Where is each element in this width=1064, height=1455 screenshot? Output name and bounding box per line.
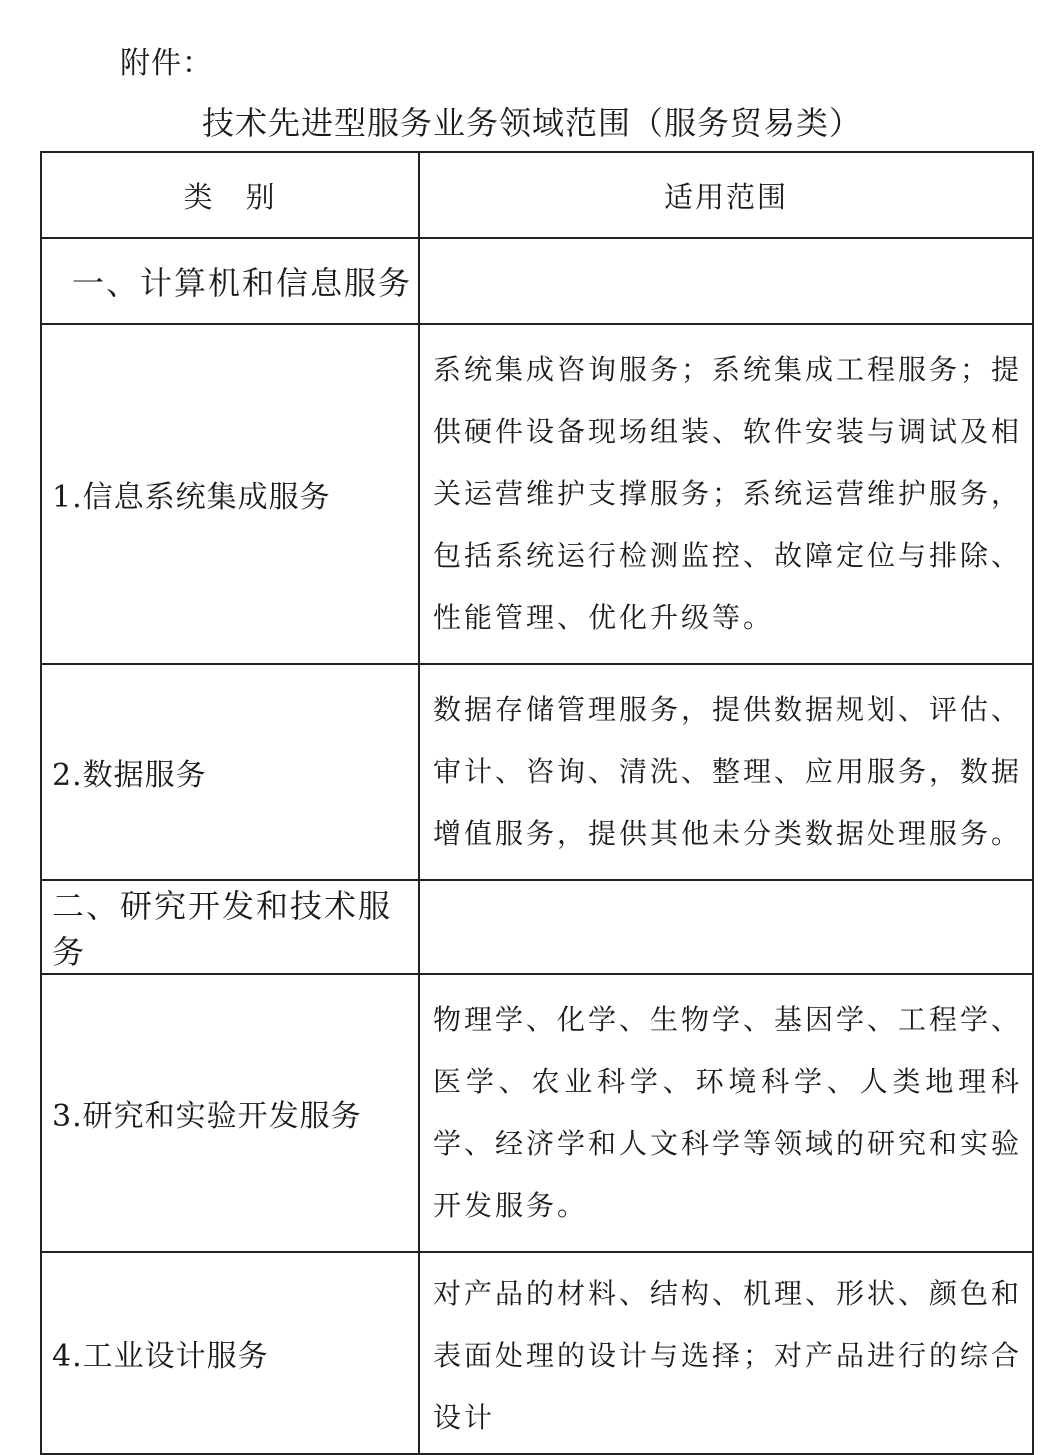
table-row — [41, 1252, 1033, 1454]
scope-cell: 系统集成咨询服务；系统集成工程服务；提供硬件设备现场组装、软件安装与调试及相关运营维护支撑服务；系统运营维护服务，包括系统运行检测监控、故障定位与排除、性能管理、优化升级等。 — [419, 324, 1033, 664]
table-row — [41, 664, 1033, 880]
scope-cell: 物理学、化学、生物学、基因学、工程学、医学、农业科学、环境科学、人类地理科学、经济学和人文科学等领域的研究和实验开发服务。 — [419, 974, 1033, 1252]
scope-cell: 对产品的材料、结构、机理、形状、颜色和表面处理的设计与选择；对产品进行的综合设计 — [419, 1252, 1033, 1454]
header-category: 类 别 — [41, 152, 419, 238]
table-row — [41, 238, 1033, 324]
scope-table — [40, 151, 1034, 1455]
attachment-label: 附件： — [120, 46, 213, 81]
table-row — [41, 324, 1033, 664]
section-label: 一、计算机和信息服务 — [41, 238, 419, 324]
section-label: 二、研究开发和技术服务 — [41, 880, 419, 974]
table-header-row — [41, 152, 1033, 238]
category-label: 1.信息系统集成服务 — [41, 324, 419, 664]
category-label: 4.工业设计服务 — [41, 1252, 419, 1454]
table-row — [41, 880, 1033, 974]
document-title: 技术先进型服务业务领域范围（服务贸易类） — [201, 104, 862, 142]
category-label: 3.研究和实验开发服务 — [41, 974, 419, 1252]
scope-cell — [419, 238, 1033, 324]
scope-cell: 数据存储管理服务，提供数据规划、评估、审计、咨询、清洗、整理、应用服务，数据增值服务，提供其他未分类数据处理服务。 — [419, 664, 1033, 880]
table-row — [41, 974, 1033, 1252]
scope-cell — [419, 880, 1033, 974]
category-label: 2.数据服务 — [41, 664, 419, 880]
header-scope: 适用范围 — [419, 152, 1033, 238]
